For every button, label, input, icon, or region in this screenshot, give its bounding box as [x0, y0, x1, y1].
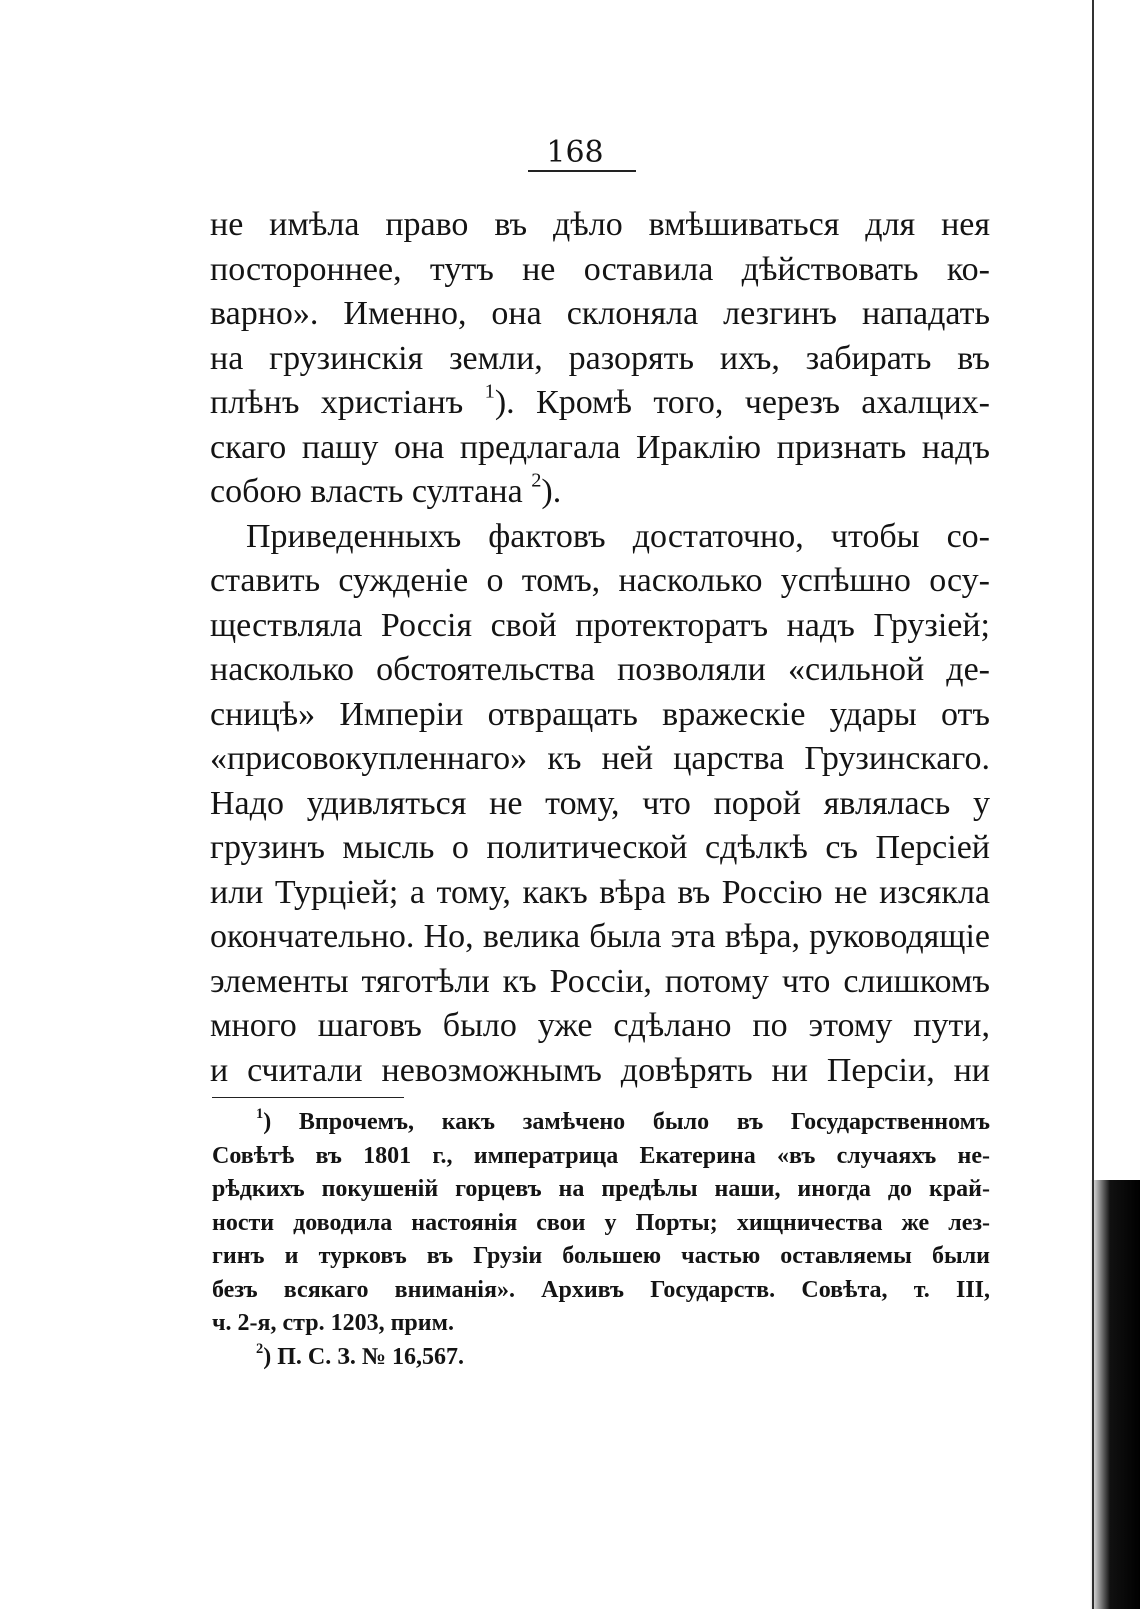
- footnote-reference-2: 2: [531, 469, 542, 492]
- footnote-line: безъ всякаго вниманія». Архивъ Государств. Совѣта, т. III,: [212, 1276, 990, 1303]
- text-line: и считали невозможнымъ довѣрять ни Персіи, ни: [210, 1051, 990, 1089]
- text-line: окончательно. Но, велика была эта вѣра, руководящіе: [210, 918, 990, 955]
- text-segment: собою власть султана: [210, 473, 532, 510]
- footnote-line: Совѣтѣ въ 1801 г., императрица Екатерина «въ случаяхъ не-: [212, 1142, 990, 1169]
- text-segment: ).: [541, 473, 562, 510]
- text-line: Надо удивляться не тому, что порой являлась у: [210, 784, 990, 822]
- text-segment: ) П. С. З. № 16,567.: [263, 1343, 464, 1370]
- text-line: элементы тяготѣли къ Россіи, потому что слишкомъ: [210, 962, 990, 1000]
- text-segment: ). Кромѣ того, черезъ ахалцих-: [494, 384, 990, 421]
- footnote-line: гинъ и турковъ въ Грузіи большею частью оставляемы были: [212, 1243, 990, 1269]
- text-line: насколько обстоятельства позволяли «сильной де-: [210, 651, 990, 688]
- footnote-reference-1: 1: [484, 380, 495, 403]
- text-line: скаго пашу она предлагала Ираклію признать надъ: [210, 428, 990, 466]
- page-number-rule: [528, 170, 636, 172]
- text-line: постороннее, тутъ не оставила дѣйствовать ко-: [210, 250, 990, 288]
- footnote-line: рѣдкихъ покушеній горцевъ на предѣлы наши, иногда до край-: [212, 1176, 990, 1202]
- footnote-1: [212, 1106, 990, 1341]
- text-line: [210, 470, 990, 515]
- text-line: сницѣ» Имперіи отвращать вражескіе удары отъ: [210, 695, 990, 733]
- text-line: [210, 381, 990, 426]
- footnote-line: ности доводила настоянія свои у Порты; хищничества же лез-: [212, 1209, 990, 1236]
- text-line: на грузинскія земли, разорять ихъ, забирать въ: [210, 339, 990, 377]
- text-line: Приведенныхъ фактовъ достаточно, чтобы со-: [246, 517, 990, 555]
- body-text: [210, 203, 990, 1093]
- footnote-marker-2: 2: [256, 1340, 264, 1357]
- footnotes: [212, 1106, 990, 1374]
- page-number: 168: [546, 135, 604, 170]
- text-segment: ) Впрочемъ, какъ замѣчено было въ Государственномъ: [263, 1109, 990, 1135]
- footnote-line: [212, 1106, 990, 1140]
- text-line: ществляла Россія свой протекторатъ надъ Грузіей;: [210, 606, 990, 644]
- text-line: ставить сужденіе о томъ, насколько успѣшно осу-: [210, 562, 990, 599]
- footnote-line: [212, 1341, 990, 1375]
- text-segment: плѣнъ христіанъ: [210, 384, 485, 421]
- text-line: «присовокупленнаго» къ ней царства Грузинскаго.: [210, 740, 990, 777]
- footnote-2: [212, 1341, 990, 1375]
- page-edge-shadow: [1090, 1180, 1140, 1609]
- footnote-marker-1: 1: [256, 1106, 264, 1123]
- text-line: грузинъ мысль о политической сдѣлкѣ съ Персіей: [210, 829, 990, 866]
- text-line: варно». Именно, она склоняла лезгинъ нападать: [210, 295, 990, 332]
- paragraph-1: [210, 203, 990, 515]
- footnote-separator: [212, 1097, 404, 1098]
- footnote-line: ч. 2-я, стр. 1203, прим.: [212, 1310, 454, 1336]
- text-line: или Турціей; а тому, какъ вѣра въ Россію не изсякла: [210, 873, 990, 911]
- text-line: не имѣла право въ дѣло вмѣшиваться для нея: [210, 206, 990, 243]
- paragraph-2: [210, 515, 990, 1094]
- scan-page-edge: [1080, 0, 1140, 1609]
- text-line: много шаговъ было уже сдѣлано по этому пути,: [210, 1007, 990, 1044]
